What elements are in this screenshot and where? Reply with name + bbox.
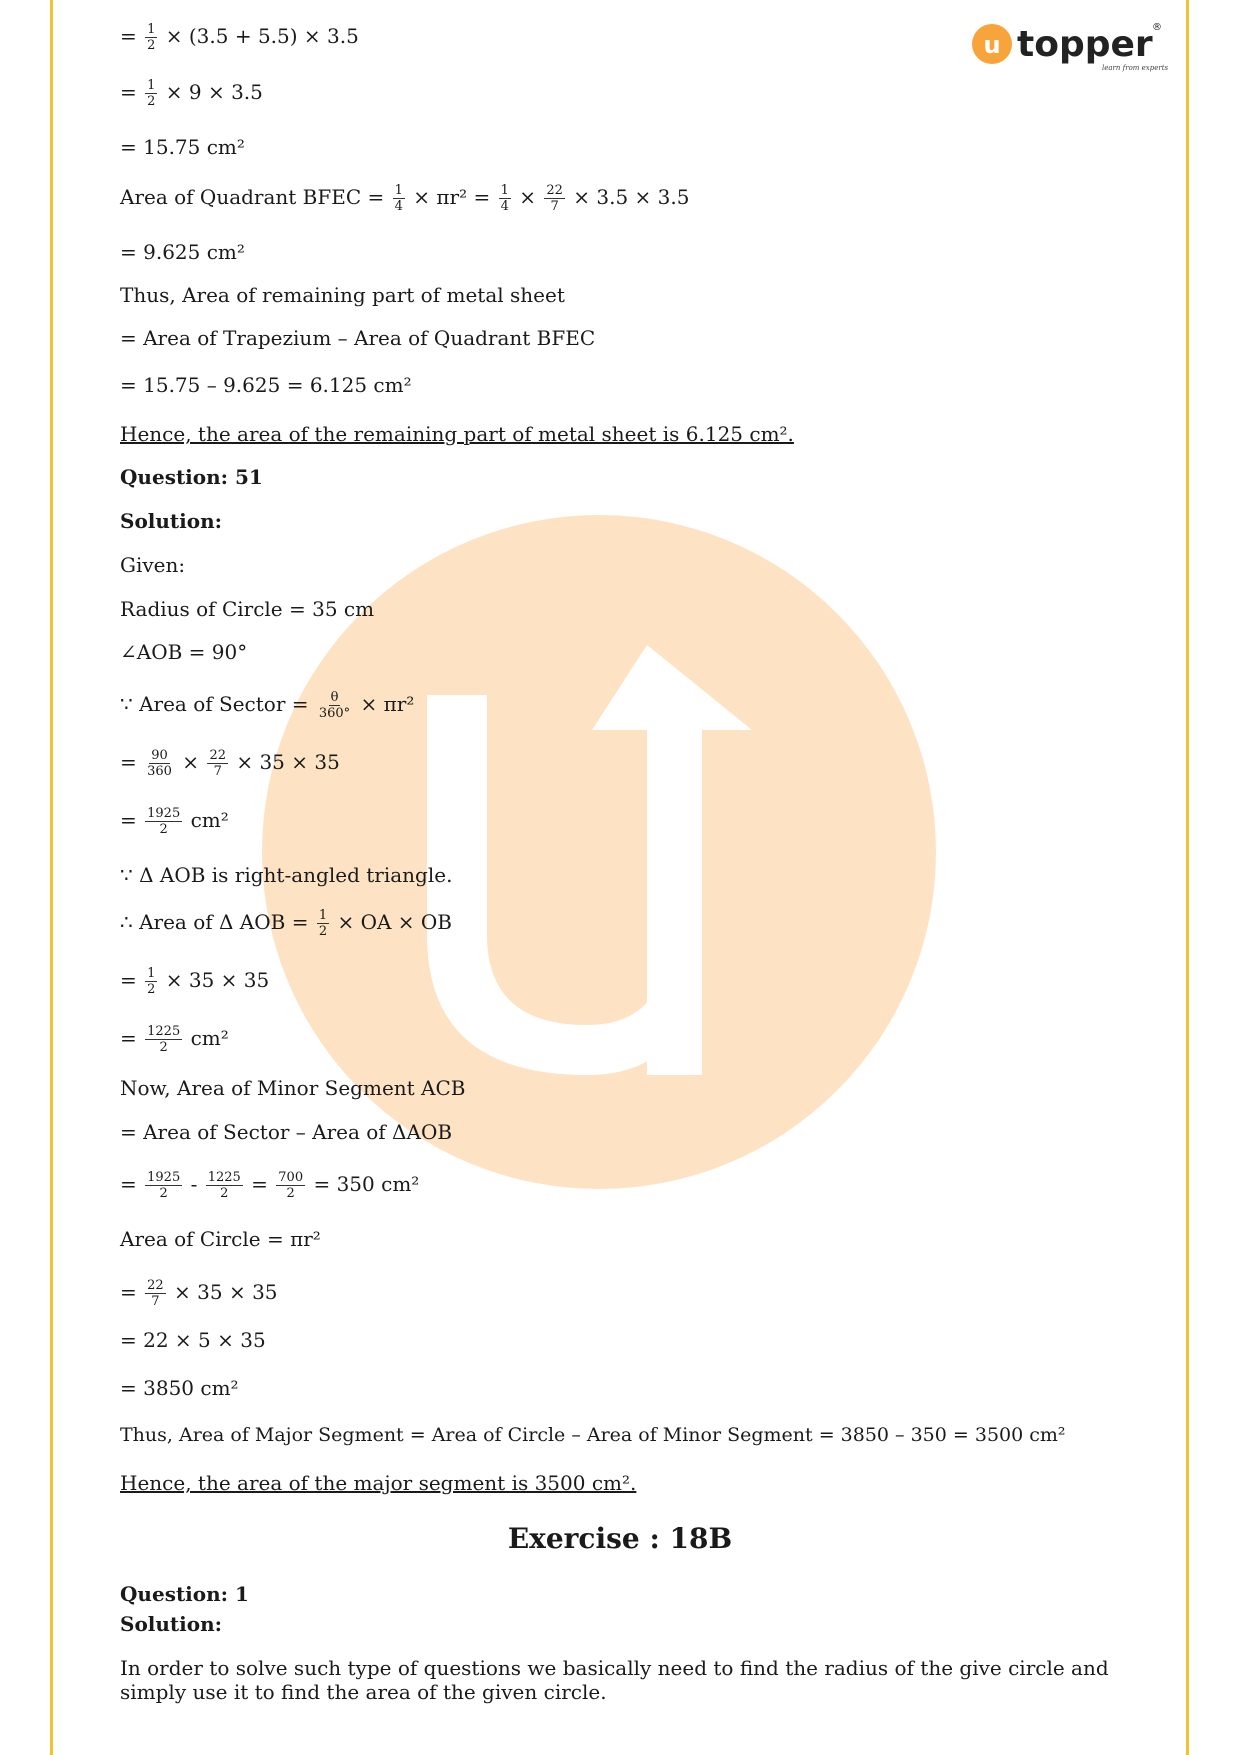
fraction: $\frac{1225}{2}$ bbox=[207, 1170, 241, 1201]
right-page-border bbox=[1186, 0, 1189, 1755]
remaining-formula: = Area of Trapezium – Area of Quadrant BFEC bbox=[120, 326, 596, 350]
minor-segment-heading: Now, Area of Minor Segment ACB bbox=[120, 1076, 466, 1100]
thus-remaining-text: Thus, Area of remaining part of metal sheet bbox=[120, 283, 565, 307]
circle-area-step: = 22 × 5 × 35 bbox=[120, 1328, 266, 1352]
minor-segment-formula: = Area of Sector – Area of ΔAOB bbox=[120, 1120, 453, 1144]
remaining-conclusion: Hence, the area of the remaining part of metal sheet is 6.125 cm². bbox=[120, 422, 794, 446]
logo-mark: u bbox=[983, 31, 1001, 59]
triangle-note: ∵ Δ AOB is right-angled triangle. bbox=[120, 863, 453, 887]
solution-label: Solution: bbox=[120, 509, 223, 533]
fraction: $\frac{\theta}{360^\circ}$ bbox=[318, 690, 351, 721]
quadrant-area-result: = 9.625 cm² bbox=[120, 240, 245, 264]
minor-segment-calculation: = $\frac{1925}{2}$ - $\frac{1225}{2}$ = $\frac{700}{2}$ = 350 cm² bbox=[120, 1170, 420, 1201]
circle-area-formula: Area of Circle = πr² bbox=[120, 1227, 321, 1251]
fraction: $\frac{1}{4}$ bbox=[500, 183, 509, 214]
fraction: $\frac{22}{7}$ bbox=[546, 183, 563, 214]
exercise-paragraph: In order to solve such type of questions we basically need to find the radius of the give circle and simply use it to find the area of the given circle. bbox=[120, 1656, 1109, 1704]
sector-area-result: = $\frac{1925}{2}$ cm² bbox=[120, 806, 229, 837]
topper-logo bbox=[972, 18, 1172, 78]
fraction: $\frac{90}{360}$ bbox=[147, 748, 172, 779]
registered-mark: ® bbox=[1152, 22, 1162, 33]
circle-area-result: = 3850 cm² bbox=[120, 1376, 239, 1400]
trapezium-area-result: = 15.75 cm² bbox=[120, 135, 245, 159]
triangle-area-calculation: = $\frac{1}{2}$ × 35 × 35 bbox=[120, 966, 270, 997]
sector-area-calculation: = $\frac{90}{360}$ × $\frac{22}{7}$ × 35 × 35 bbox=[120, 748, 340, 779]
given-label: Given: bbox=[120, 553, 186, 577]
left-page-border bbox=[50, 0, 53, 1755]
fraction: $\frac{1}{2}$ bbox=[147, 78, 156, 109]
question-1-label: Question: 1 bbox=[120, 1582, 249, 1606]
triangle-area-result: = $\frac{1225}{2}$ cm² bbox=[120, 1024, 229, 1055]
fraction: $\frac{1}{2}$ bbox=[318, 908, 328, 939]
logo-wordmark: topper bbox=[1017, 24, 1153, 65]
fraction: $\frac{22}{7}$ bbox=[147, 1278, 164, 1309]
fraction: $\frac{1225}{2}$ bbox=[147, 1024, 181, 1055]
major-segment-conclusion: Hence, the area of the major segment is 3500 cm². bbox=[120, 1471, 637, 1495]
triangle-area-formula: ∴ Area of Δ AOB = $\frac{1}{2}$ × OA × OB bbox=[120, 908, 452, 939]
exercise-heading: Exercise : 18B bbox=[507, 1522, 733, 1555]
radius-given: Radius of Circle = 35 cm bbox=[120, 597, 375, 621]
fraction: $\frac{22}{7}$ bbox=[209, 748, 226, 779]
step-sum-parentheses: = $\frac{1}{2}$ × (3.5 + 5.5) × 3.5 bbox=[120, 22, 359, 53]
fraction: $\frac{1925}{2}$ bbox=[147, 806, 181, 837]
fraction: $\frac{1925}{2}$ bbox=[147, 1170, 181, 1201]
circle-area-calculation: = $\frac{22}{7}$ × 35 × 35 bbox=[120, 1278, 278, 1309]
question-51-label: Question: 51 bbox=[120, 465, 263, 489]
logo-tagline: learn from experts bbox=[1102, 64, 1169, 72]
remaining-calculation: = 15.75 – 9.625 = 6.125 cm² bbox=[120, 373, 412, 397]
angle-given: ∠AOB = 90° bbox=[120, 640, 248, 664]
fraction: $\frac{700}{2}$ bbox=[278, 1170, 304, 1201]
sector-area-formula: ∵ Area of Sector = $\frac{\theta}{360^\circ}$ × πr² bbox=[120, 690, 415, 721]
major-segment-line: Thus, Area of Major Segment = Area of Circle – Area of Minor Segment = 3850 – 350 = 3500 cm² bbox=[120, 1424, 1066, 1446]
step-product: = $\frac{1}{2}$ × 9 × 3.5 bbox=[120, 78, 263, 109]
fraction: $\frac{1}{4}$ bbox=[394, 183, 403, 214]
quadrant-area-formula: Area of Quadrant BFEC = $\frac{1}{4}$ × πr² = $\frac{1}{4}$ × $\frac{22}{7}$ × 3.5 × 3.5 bbox=[120, 183, 690, 214]
solution-label-2: Solution: bbox=[120, 1612, 223, 1636]
fraction: $\frac{1}{2}$ bbox=[147, 22, 156, 53]
fraction: $\frac{1}{2}$ bbox=[147, 966, 156, 997]
